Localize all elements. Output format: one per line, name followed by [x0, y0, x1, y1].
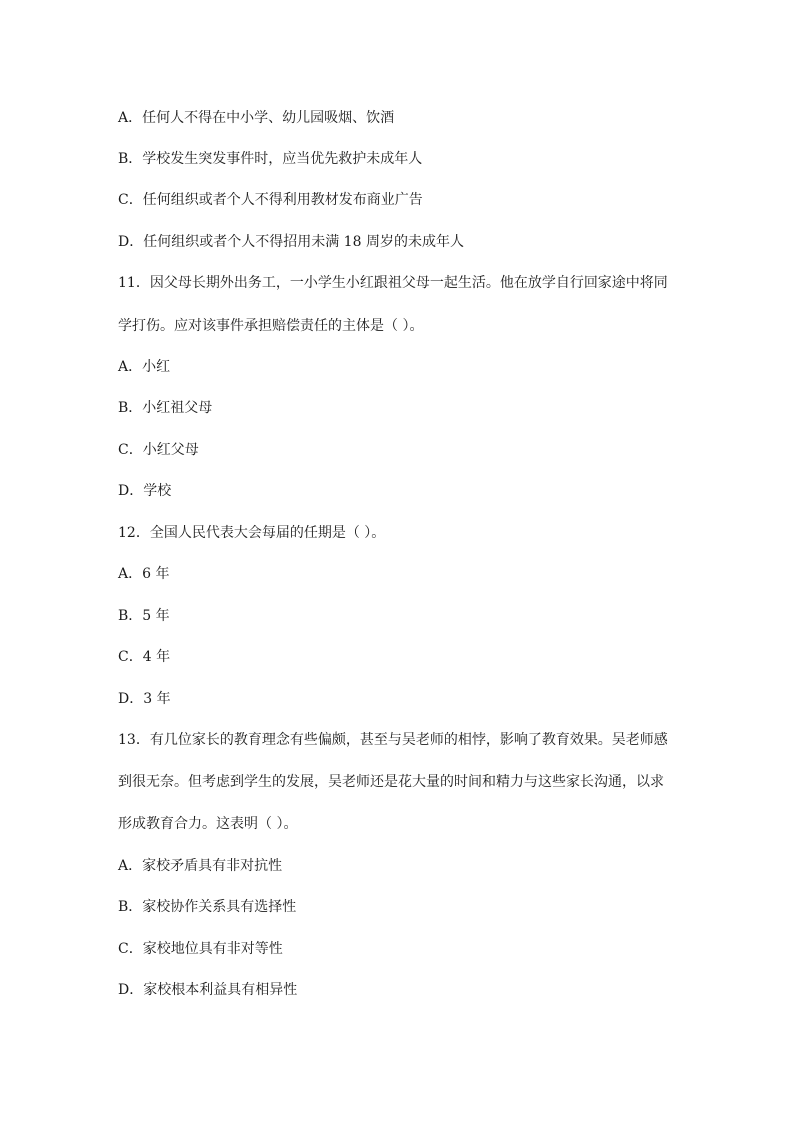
q10-option-c: C．任何组织或者个人不得利用教材发布商业广告 — [118, 192, 423, 208]
q13-option-d: D．家校根本利益具有相异性 — [118, 982, 298, 998]
q11-option-a: A．小红 — [118, 359, 171, 375]
q12-stem: 12．全国人民代表大会每届的任期是（ ）。 — [118, 525, 386, 541]
q11-option-b: B．小红祖父母 — [118, 400, 213, 416]
q13-stem-line3: 形成教育合力。这表明（ ）。 — [118, 816, 298, 832]
q13-option-c: C．家校地位具有非对等性 — [118, 941, 283, 957]
q13-stem-line2: 到很无奈。但考虑到学生的发展，吴老师还是花大量的时间和精力与这些家长沟通，以求 — [118, 774, 664, 790]
q11-stem-line2: 学打伤。应对该事件承担赔偿责任的主体是（ ）。 — [118, 318, 424, 334]
q11-option-d: D．学校 — [118, 483, 172, 499]
q10-option-a: A．任何人不得在中小学、幼儿园吸烟、饮酒 — [118, 110, 395, 126]
q12-option-c: C．4 年 — [118, 649, 171, 665]
q13-option-a: A．家校矛盾具有非对抗性 — [118, 858, 283, 874]
q11-stem-line1: 11．因父母长期外出务工，一小学生小红跟祖父母一起生活。他在放学自行回家途中将同 — [118, 275, 668, 291]
q12-option-d: D．3 年 — [118, 691, 171, 707]
q10-option-d: D．任何组织或者个人不得招用未满 18 周岁的未成年人 — [118, 234, 464, 250]
q13-stem-line1: 13．有几位家长的教育理念有些偏颇，甚至与吴老师的相悖，影响了教育效果。吴老师感 — [118, 732, 668, 748]
q13-option-b: B．家校协作关系具有选择性 — [118, 899, 297, 915]
q12-option-b: B．5 年 — [118, 608, 170, 624]
q12-option-a: A．6 年 — [118, 566, 170, 582]
q11-option-c: C．小红父母 — [118, 442, 199, 458]
q10-option-b: B．学校发生突发事件时，应当优先救护未成年人 — [118, 151, 423, 167]
